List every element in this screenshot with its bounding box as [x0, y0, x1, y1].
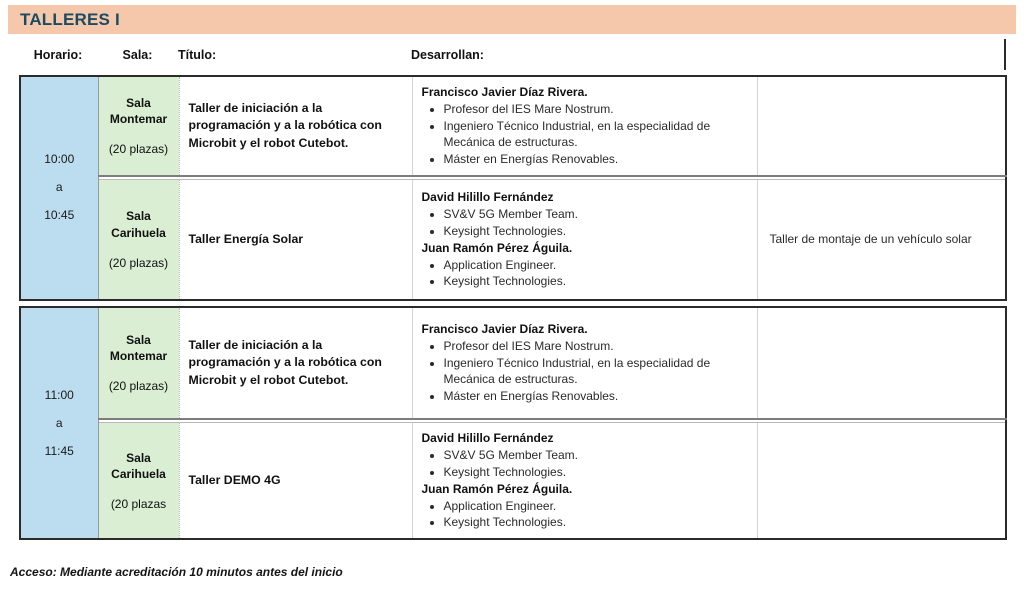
- presenter-details-list: [426, 447, 747, 481]
- presenter-name: David Hilillo Fernández: [421, 190, 554, 205]
- presenter-name: Francisco Javier Díaz Rivera.: [421, 321, 588, 336]
- room-name: Sala Montemar: [109, 95, 168, 126]
- time-start: 10:00: [44, 152, 75, 167]
- list-item: • Keysight Technologies.: [444, 273, 747, 290]
- table-row: [20, 307, 1006, 419]
- time-end: 11:45: [44, 443, 74, 458]
- presenter-details-list: [426, 206, 747, 240]
- list-item: • SV&V 5G Member Team.: [444, 447, 747, 464]
- time-cell-block-2: [20, 307, 98, 539]
- time-separator: a: [55, 415, 63, 430]
- column-header-sala: Sala:: [97, 39, 178, 70]
- time-cell-block-1: [20, 76, 98, 300]
- room-capacity: (20 plazas: [110, 496, 167, 511]
- time-end: 10:45: [44, 208, 75, 223]
- room-cell: [98, 423, 179, 539]
- room-capacity: (20 plazas): [108, 255, 169, 270]
- column-header-observaciones: [756, 39, 1005, 70]
- table-row: [20, 423, 1006, 539]
- list-item: • Máster en Energías Renovables.: [444, 151, 747, 168]
- presenter-name: David Hilillo Fernández: [421, 431, 554, 446]
- list-item: • Application Engineer.: [444, 498, 747, 515]
- column-header-horario: Horario:: [19, 39, 97, 70]
- presenters-cell: [412, 423, 757, 539]
- list-item: • Keysight Technologies.: [444, 223, 747, 240]
- presenter-details-list: [426, 101, 747, 168]
- room-cell: [98, 307, 179, 419]
- room-cell: [98, 180, 179, 300]
- workshop-title-cell: Taller de iniciación a la programación y a la robótica con Microbit y el robot Cutebot.: [179, 76, 412, 176]
- room-name: Sala Montemar: [109, 332, 168, 363]
- workshop-title-cell: Taller de iniciación a la programación y a la robótica con Microbit y el robot Cutebot.: [179, 307, 412, 419]
- table-row: [20, 76, 1006, 176]
- observations-cell: [757, 76, 1006, 176]
- observations-cell: [757, 307, 1006, 419]
- table-row: [20, 180, 1006, 300]
- time-block-2: [19, 306, 1007, 540]
- list-item: • Máster en Energías Renovables.: [444, 388, 747, 405]
- presenters-cell: [412, 76, 757, 176]
- list-item: • Application Engineer.: [444, 257, 747, 274]
- list-item: • Profesor del IES Mare Nostrum.: [444, 338, 747, 355]
- schedule-table-wrapper: [19, 39, 1005, 545]
- time-block-1: [19, 75, 1007, 301]
- workshop-title-cell: Taller DEMO 4G: [179, 423, 412, 539]
- presenters-cell: [412, 180, 757, 300]
- page-banner: [8, 5, 1016, 34]
- list-item: • Keysight Technologies.: [444, 464, 747, 481]
- column-header-titulo: Título:: [178, 39, 411, 70]
- list-item: • Keysight Technologies.: [444, 514, 747, 531]
- presenter-name: Juan Ramón Pérez Águila.: [421, 240, 573, 255]
- room-capacity: (20 plazas): [108, 142, 169, 157]
- list-item: • Ingeniero Técnico Industrial, en la especialidad de Mecánica de estructuras.: [444, 355, 747, 389]
- room-name: Sala Carihuela: [111, 450, 166, 481]
- page-title: TALLERES I: [20, 10, 120, 29]
- schedule-header-table: [19, 39, 1006, 75]
- presenter-name: Juan Ramón Pérez Águila.: [421, 481, 573, 496]
- access-note: Acceso: Mediante acreditación 10 minutos antes del inicio: [10, 565, 343, 579]
- list-item: • Ingeniero Técnico Industrial, en la especialidad de Mecánica de estructuras.: [444, 118, 747, 152]
- list-item: • Profesor del IES Mare Nostrum.: [444, 101, 747, 118]
- observations-cell: Taller de montaje de un vehículo solar: [757, 180, 1006, 300]
- presenter-details-list: [426, 338, 747, 405]
- presenter-name: Francisco Javier Díaz Rivera.: [421, 85, 588, 99]
- room-capacity: (20 plazas): [108, 379, 169, 394]
- room-name: Sala Carihuela: [111, 209, 166, 240]
- time-separator: a: [55, 180, 63, 195]
- observations-cell: [757, 423, 1006, 539]
- time-start: 11:00: [44, 387, 74, 402]
- workshop-title-cell: Taller Energía Solar: [179, 180, 412, 300]
- list-item: • SV&V 5G Member Team.: [444, 206, 747, 223]
- room-cell: [98, 76, 179, 176]
- presenter-details-list: [426, 498, 747, 532]
- table-header-row: [19, 39, 1005, 70]
- presenters-cell: [412, 307, 757, 419]
- column-header-desarrollan: Desarrollan:: [411, 39, 756, 70]
- presenter-details-list: [426, 257, 747, 291]
